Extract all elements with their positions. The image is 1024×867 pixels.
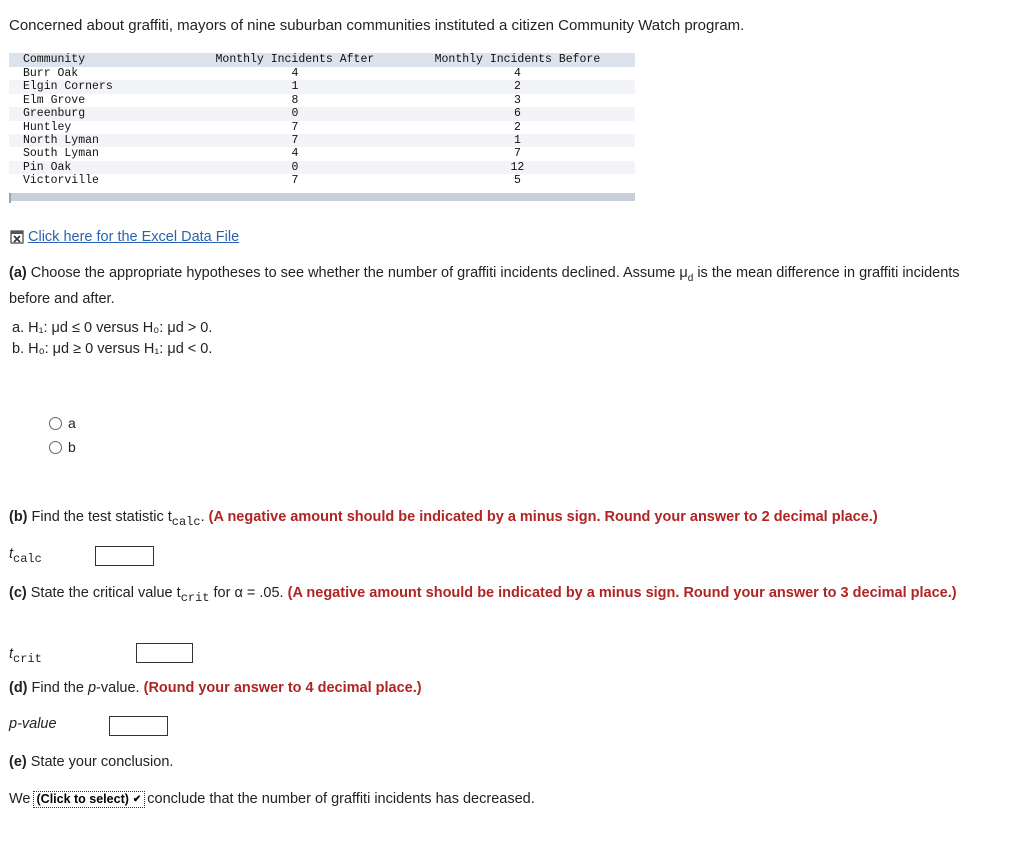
part-d-instruction: (Round your answer to 4 decimal place.) bbox=[143, 680, 422, 696]
radio-option-b[interactable] bbox=[49, 439, 76, 455]
after-cell: 7 bbox=[291, 120, 299, 134]
community-cell: Pin Oak bbox=[9, 161, 190, 174]
data-table bbox=[9, 53, 635, 188]
table-footer-bar bbox=[9, 193, 635, 201]
before-cell: 3 bbox=[513, 93, 521, 107]
after-cell: 4 bbox=[291, 67, 299, 80]
t-crit-input[interactable] bbox=[136, 643, 193, 663]
table-row bbox=[9, 94, 635, 107]
conclusion-select[interactable] bbox=[33, 791, 146, 808]
excel-data-link[interactable]: Click here for the Excel Data File bbox=[28, 229, 240, 245]
radio-circle-a[interactable] bbox=[49, 417, 62, 430]
chevron-down-icon: ✔ bbox=[132, 794, 142, 805]
hypothesis-option-b: b. H₀: μd ≥ 0 versus H₁: μd < 0. bbox=[12, 341, 213, 357]
after-cell: 0 bbox=[190, 107, 400, 120]
t-calc-sub: calc bbox=[13, 551, 42, 566]
before-cell: 6 bbox=[400, 107, 635, 120]
hypothesis-option-a: a. H₁: μd ≤ 0 versus H₀: μd > 0. bbox=[12, 320, 213, 336]
radio-label-b: b bbox=[68, 439, 76, 455]
after-cell: 0 bbox=[190, 161, 400, 174]
part-a-text-1: Choose the appropriate hypotheses to see whether the number of graffiti incidents declined. Assume μ bbox=[30, 265, 688, 281]
community-cell: Huntley bbox=[23, 120, 72, 134]
before-cell: 2 bbox=[513, 120, 521, 134]
community-cell: North Lyman bbox=[9, 134, 190, 147]
radio-circle-b[interactable] bbox=[49, 441, 62, 454]
part-c-instruction: (A negative amount should be indicated by a minus sign. Round your answer to 3 decimal place.) bbox=[287, 585, 957, 601]
table-row bbox=[9, 147, 635, 160]
part-a-question bbox=[9, 263, 999, 310]
community-cell: Victorville bbox=[23, 174, 99, 188]
before-cell: 1 bbox=[400, 134, 635, 147]
after-cell: 7 bbox=[291, 174, 299, 188]
conclusion-select-value: (Click to select) bbox=[36, 792, 129, 806]
t-crit-t: t bbox=[9, 646, 14, 662]
t-crit-sub: crit bbox=[13, 651, 42, 666]
col-header-community: Community bbox=[9, 53, 190, 67]
t-calc-input[interactable] bbox=[95, 546, 154, 566]
community-cell: South Lyman bbox=[23, 147, 99, 161]
p-value-input[interactable] bbox=[109, 716, 168, 736]
table-footer-edge bbox=[9, 193, 11, 203]
table-row bbox=[9, 174, 635, 187]
part-d-question bbox=[9, 678, 909, 699]
col-header-after: Monthly Incidents After bbox=[190, 53, 400, 67]
part-a-text-2: is the mean difference in graffiti incidents before and after. bbox=[9, 265, 960, 307]
before-cell: 7 bbox=[513, 147, 521, 161]
part-b-text: Find the test statistic t bbox=[31, 509, 172, 525]
table-row bbox=[9, 107, 635, 120]
part-d-p: p bbox=[87, 680, 97, 696]
part-e-label: (e) bbox=[9, 754, 27, 770]
t-calc-t: t bbox=[9, 546, 14, 562]
part-c-text-1: State the critical value t bbox=[30, 585, 181, 601]
table-row bbox=[9, 80, 635, 93]
community-cell: Elgin Corners bbox=[9, 80, 190, 93]
excel-file-icon bbox=[10, 230, 25, 244]
part-b-question: (b) Find the test statistic $t_{calc}$. (A negative amount should be indicated by a minus sign. Round your answer to 2 decimal place.) bbox=[9, 509, 878, 529]
part-b-sub: calc bbox=[171, 514, 201, 529]
intro-text: Concerned about graffiti, mayors of nine suburban communities instituted a citizen Community Watch program. bbox=[9, 17, 745, 34]
part-e-question bbox=[9, 752, 173, 773]
radio-option-a[interactable] bbox=[49, 415, 76, 431]
before-cell: 5 bbox=[513, 174, 521, 188]
before-cell: 2 bbox=[400, 80, 635, 93]
table-row bbox=[9, 134, 635, 147]
p-value-label: p-value bbox=[9, 716, 57, 732]
conclusion-row bbox=[9, 789, 535, 810]
after-cell: 7 bbox=[190, 134, 400, 147]
before-cell: 12 bbox=[400, 161, 635, 174]
part-b-label: (b) bbox=[9, 509, 28, 525]
before-cell: 4 bbox=[513, 67, 521, 80]
part-d-text-1: Find the bbox=[31, 680, 88, 696]
part-a-label: (a) bbox=[9, 265, 27, 281]
table-row bbox=[9, 67, 635, 80]
community-cell: Elm Grove bbox=[23, 93, 86, 107]
part-d-text-2: -value. bbox=[96, 680, 140, 696]
excel-link-row[interactable] bbox=[10, 229, 239, 245]
t-calc-label bbox=[9, 546, 42, 566]
part-c-text-2: for α = .05. bbox=[209, 585, 284, 601]
t-crit-label bbox=[9, 646, 42, 666]
after-cell: 8 bbox=[291, 93, 299, 107]
part-d-label: (d) bbox=[9, 680, 28, 696]
after-cell: 4 bbox=[291, 147, 299, 161]
table-row bbox=[9, 121, 635, 134]
col-header-before: Monthly Incidents Before bbox=[400, 53, 635, 67]
part-c-sub: crit bbox=[180, 590, 210, 605]
part-b-instruction: (A negative amount should be indicated by a minus sign. Round your answer to 2 decimal place.) bbox=[208, 509, 878, 525]
part-a-sub: d bbox=[687, 272, 694, 284]
after-cell: 1 bbox=[190, 80, 400, 93]
conclusion-we: We bbox=[9, 791, 31, 807]
table-row bbox=[9, 161, 635, 174]
part-e-text: State your conclusion. bbox=[30, 754, 174, 770]
community-cell: Greenburg bbox=[9, 107, 190, 120]
part-c-label: (c) bbox=[9, 585, 27, 601]
radio-label-a: a bbox=[68, 415, 76, 431]
community-cell: Burr Oak bbox=[23, 67, 79, 80]
conclusion-tail: conclude that the number of graffiti incidents has decreased. bbox=[147, 791, 535, 807]
part-c-question bbox=[9, 583, 969, 609]
